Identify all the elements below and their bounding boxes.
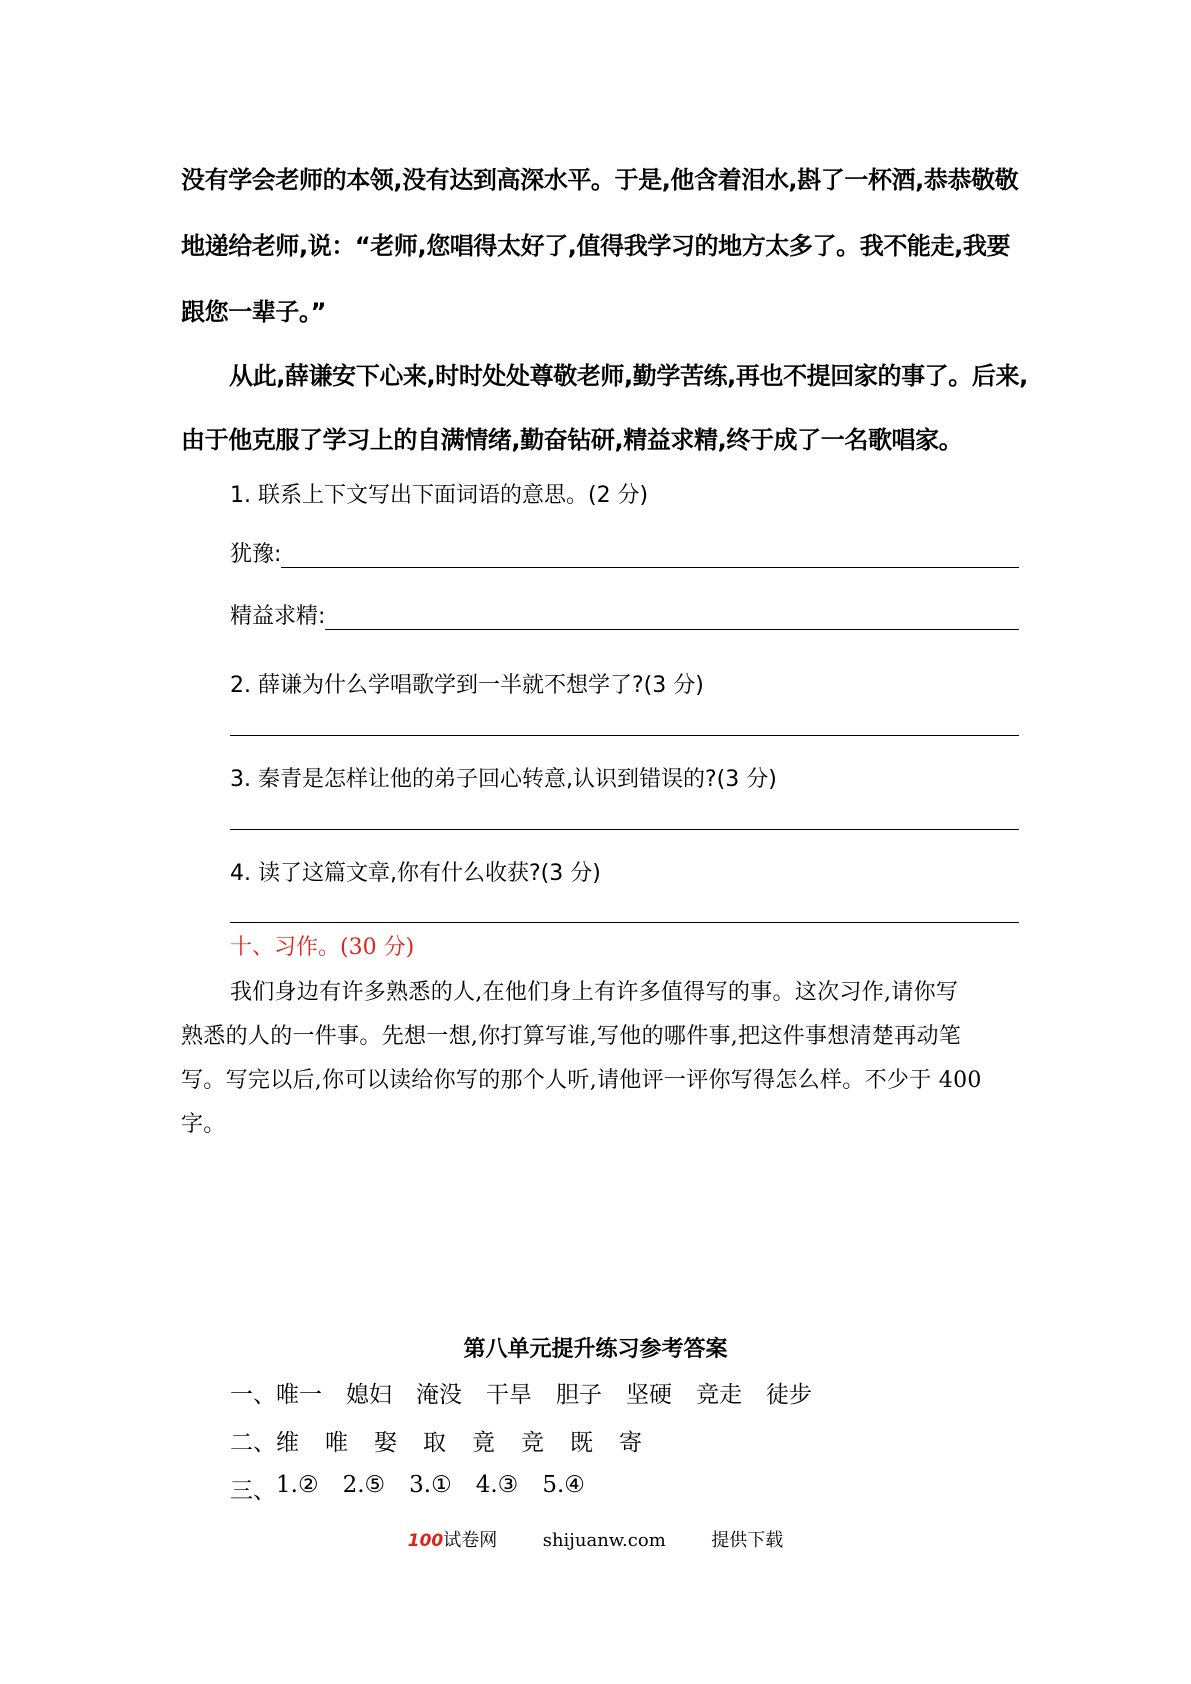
answer-blank[interactable] (281, 566, 1019, 568)
answer-blank[interactable] (230, 735, 1019, 736)
composition-line: 熟悉的人的一件事。先想一想,你打算写谁,写他的哪件事,把这件事想清楚再动笔 (181, 1024, 962, 1049)
answer-item: 胆子 (556, 1382, 602, 1408)
answer-item: 坚硬 (626, 1382, 672, 1408)
passage-line: 从此,薛谦安下心来,时时处处尊敬老师,勤学苦练,再也不提回家的事了。后来, (229, 362, 1028, 390)
answer-label: 精益求精: (230, 604, 326, 629)
answer-key-row-2 (230, 1424, 668, 1457)
page-footer (0, 1526, 1191, 1552)
answer-row-jingyiqiujing[interactable] (230, 600, 1019, 632)
answer-key-row-3 (230, 1472, 609, 1505)
answer-blank[interactable] (325, 628, 1019, 630)
row-number: 一、 (230, 1382, 276, 1408)
answer-item: 唯一 (276, 1382, 322, 1408)
answer-item: 娶 (374, 1430, 397, 1456)
answer-item: 5.④ (542, 1472, 585, 1498)
question-4: 4. 读了这篇文章,你有什么收获?(3 分) (230, 861, 601, 886)
answer-item: 1.② (276, 1472, 319, 1498)
question-2: 2. 薛谦为什么学唱歌学到一半就不想学了?(3 分) (230, 673, 704, 698)
answer-key-title: 第八单元提升练习参考答案 (463, 1336, 728, 1362)
answer-item: 竟 (472, 1430, 495, 1456)
answer-key-row-1 (230, 1376, 836, 1409)
answer-item: 竞 (521, 1430, 544, 1456)
answer-item: 3.① (409, 1472, 452, 1498)
site-name: 试卷网 (443, 1530, 498, 1551)
question-3: 3. 秦青是怎样让他的弟子回心转意,认识到错误的?(3 分) (230, 767, 777, 792)
answer-item: 淹没 (416, 1382, 462, 1408)
composition-line: 我们身边有许多熟悉的人,在他们身上有许多值得写的事。这次习作,请你写 (230, 980, 959, 1005)
answer-item: 干旱 (486, 1382, 532, 1408)
answer-item: 竞走 (696, 1382, 742, 1408)
answer-item: 徒步 (766, 1382, 812, 1408)
answer-row-youyu[interactable] (230, 538, 1019, 570)
composition-line: 写。写完以后,你可以读给你写的那个人听,请他评一评你写得怎么样。不少于 400 (181, 1068, 982, 1093)
question-1: 1. 联系上下文写出下面词语的意思。(2 分) (230, 483, 649, 508)
section-title-composition: 十、习作。(30 分) (230, 935, 415, 960)
answer-item: 4.③ (475, 1472, 519, 1498)
answer-blank[interactable] (230, 922, 1019, 923)
answer-item: 既 (570, 1430, 593, 1456)
answer-item: 唯 (325, 1430, 348, 1456)
answer-item: 媳妇 (346, 1382, 392, 1408)
composition-line: 字。 (181, 1112, 226, 1137)
answer-blank[interactable] (230, 829, 1019, 830)
row-number: 三、 (230, 1478, 276, 1504)
passage-line: 地递给老师,说：“老师,您唱得太好了,值得我学习的地方太多了。我不能走,我要 (181, 232, 1011, 260)
passage-line: 跟您一辈子。” (181, 298, 326, 326)
footer-note: 提供下载 (711, 1530, 784, 1551)
site-logo: 100 (407, 1531, 444, 1551)
answer-item: 寄 (619, 1430, 642, 1456)
site-url[interactable]: shijuanw.com (542, 1530, 666, 1551)
answer-label: 犹豫: (230, 542, 282, 567)
row-number: 二、 (230, 1430, 276, 1456)
answer-item: 维 (276, 1430, 299, 1456)
passage-line: 由于他克服了学习上的自满情绪,勤奋钻研,精益求精,终于成了一名歌唱家。 (181, 426, 963, 454)
answer-item: 2.⑤ (342, 1472, 386, 1498)
answer-item: 取 (423, 1430, 446, 1456)
passage-line: 没有学会老师的本领,没有达到高深水平。于是,他含着泪水,斟了一杯酒,恭恭敬敬 (181, 166, 1019, 194)
